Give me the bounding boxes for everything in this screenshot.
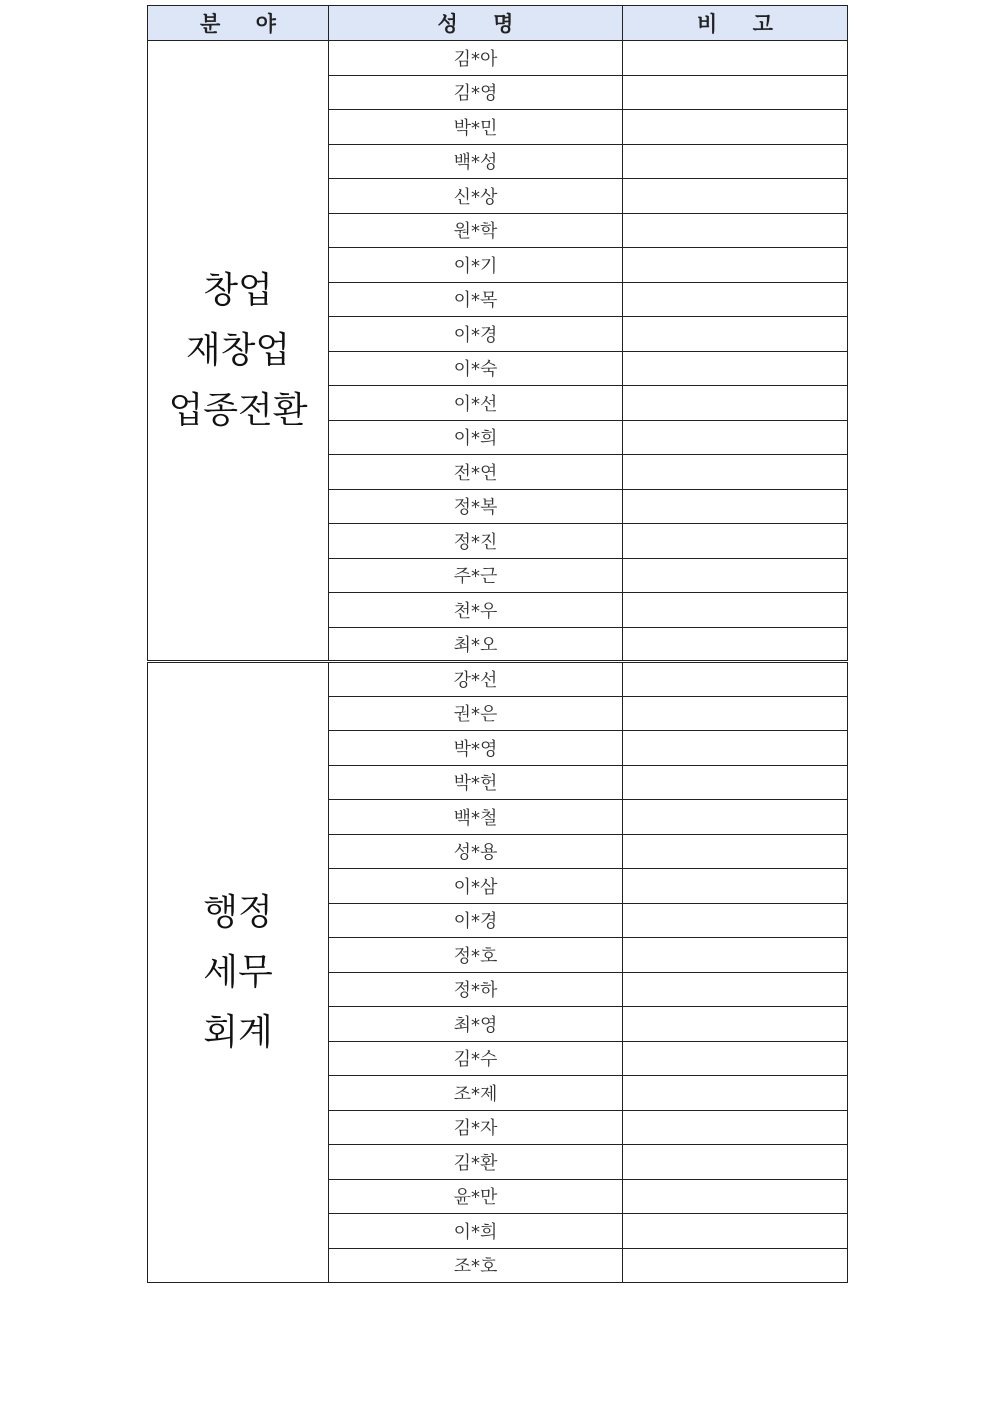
header-field: 분 야 [148,6,329,41]
name-cell: 백*성 [329,144,623,179]
note-cell [623,420,848,455]
note-cell [623,558,848,593]
name-cell: 박*민 [329,110,623,145]
field-label-line: 세무 [203,951,273,993]
name-cell: 김*아 [329,41,623,76]
name-cell: 박*영 [329,731,623,766]
field-cell [148,41,329,662]
note-cell [623,1145,848,1180]
name-cell: 정*복 [329,489,623,524]
note-cell [623,75,848,110]
note-cell [623,903,848,938]
note-cell [623,41,848,76]
name-cell: 김*자 [329,1110,623,1145]
note-cell [623,1248,848,1283]
name-cell: 이*목 [329,282,623,317]
note-cell [623,1179,848,1214]
name-cell: 강*선 [329,662,623,697]
name-cell: 이*기 [329,248,623,283]
table-row [148,41,848,76]
note-cell [623,317,848,352]
header-name: 성 명 [329,6,623,41]
note-cell [623,213,848,248]
name-cell: 박*헌 [329,765,623,800]
note-cell [623,110,848,145]
name-cell: 이*삼 [329,869,623,904]
name-cell: 신*상 [329,179,623,214]
note-cell [623,765,848,800]
name-cell: 이*숙 [329,351,623,386]
name-cell: 정*호 [329,938,623,973]
table-row [148,662,848,697]
name-cell: 백*철 [329,800,623,835]
note-cell [623,282,848,317]
name-cell: 천*우 [329,593,623,628]
note-cell [623,351,848,386]
note-cell [623,248,848,283]
note-cell [623,524,848,559]
name-cell: 김*환 [329,1145,623,1180]
note-cell [623,1214,848,1249]
name-cell: 성*용 [329,834,623,869]
name-cell: 조*호 [329,1248,623,1283]
field-label-line: 업종전환 [168,389,308,431]
note-cell [623,696,848,731]
name-cell: 이*희 [329,1214,623,1249]
name-cell: 정*진 [329,524,623,559]
name-cell: 조*제 [329,1076,623,1111]
name-cell: 김*수 [329,1041,623,1076]
field-label-line: 창업 [203,269,273,311]
note-cell [623,1007,848,1042]
note-cell [623,386,848,421]
note-cell [623,731,848,766]
note-cell [623,1110,848,1145]
name-cell: 정*하 [329,972,623,1007]
name-cell: 이*경 [329,903,623,938]
name-cell: 최*영 [329,1007,623,1042]
note-cell [623,972,848,1007]
note-cell [623,1041,848,1076]
name-cell: 이*희 [329,420,623,455]
note-cell [623,593,848,628]
name-cell: 원*학 [329,213,623,248]
header-row [148,6,848,41]
header-note: 비 고 [623,6,848,41]
name-cell: 전*연 [329,455,623,490]
name-cell: 권*은 [329,696,623,731]
field-label-line: 회계 [203,1011,273,1053]
note-cell [623,834,848,869]
note-cell [623,489,848,524]
note-cell [623,179,848,214]
note-cell [623,144,848,179]
note-cell [623,800,848,835]
name-cell: 이*경 [329,317,623,352]
note-cell [623,662,848,697]
name-cell: 윤*만 [329,1179,623,1214]
name-cell: 이*선 [329,386,623,421]
note-cell [623,1076,848,1111]
note-cell [623,938,848,973]
name-cell: 김*영 [329,75,623,110]
roster-body [148,41,848,1283]
name-cell: 주*근 [329,558,623,593]
field-label-line: 재창업 [185,329,291,371]
field-label-line: 행정 [203,891,273,933]
name-cell: 최*오 [329,627,623,662]
roster-table [147,5,848,1283]
note-cell [623,627,848,662]
note-cell [623,869,848,904]
field-cell [148,662,329,1283]
note-cell [623,455,848,490]
